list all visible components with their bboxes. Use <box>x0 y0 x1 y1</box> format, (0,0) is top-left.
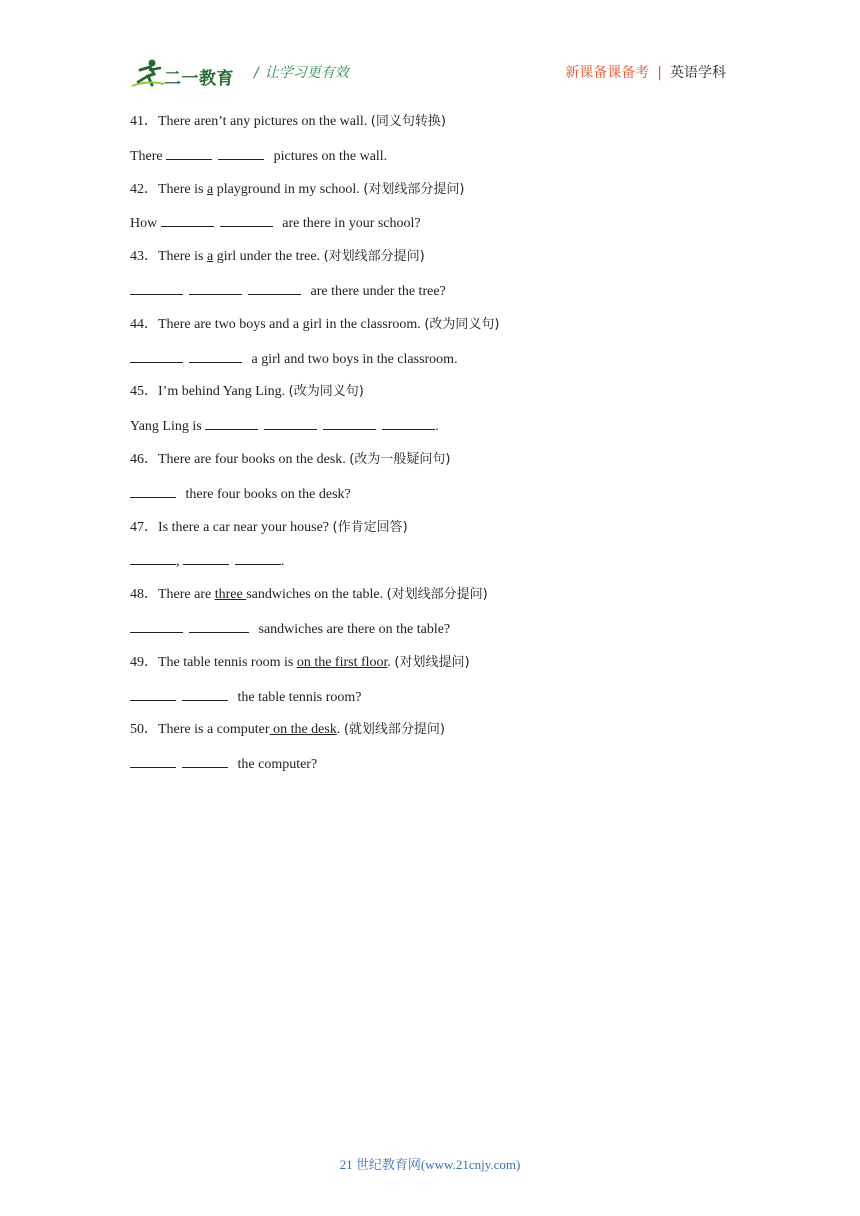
answer-blank[interactable] <box>130 753 176 768</box>
question-number: 43． <box>130 249 158 265</box>
answer-blank[interactable] <box>205 415 258 430</box>
question-instruction: (对划线部分提问) <box>363 181 465 197</box>
page-header <box>130 54 726 90</box>
answer-blank[interactable] <box>323 415 376 430</box>
brand-block <box>565 62 726 82</box>
answer-prefix: There <box>130 148 167 164</box>
answer-suffix: are there under the tree? <box>307 283 446 299</box>
answer-blank[interactable] <box>189 618 249 633</box>
question-instruction: (同义句转换) <box>370 114 446 129</box>
question-instruction: (作肯定回答) <box>332 519 408 535</box>
answer-43 <box>130 280 730 314</box>
answer-suffix: the table tennis room? <box>234 689 362 705</box>
question-list <box>130 111 730 787</box>
slogan <box>254 62 349 82</box>
runner-logo-icon <box>130 58 166 88</box>
answer-suffix: there four books on the desk? <box>182 486 351 502</box>
brand-course: 新课备课备考 <box>565 65 650 81</box>
answer-blank[interactable] <box>235 550 281 565</box>
question-instruction: (对划线部分提问) <box>323 249 425 265</box>
question-number: 47． <box>130 519 158 535</box>
question-44 <box>130 314 730 348</box>
question-number: 48． <box>130 587 158 603</box>
question-instruction: (对划线部分提问) <box>386 587 488 603</box>
question-text: There is <box>158 181 207 197</box>
answer-blank[interactable] <box>130 280 183 295</box>
answer-blank[interactable] <box>189 280 242 295</box>
question-text: There are two boys and a girl in the classroom. <box>158 316 425 332</box>
underlined-text: on the first floor <box>296 654 388 670</box>
slash-divider-icon: / <box>254 65 259 81</box>
question-text: Is there a car near your house? <box>158 519 333 535</box>
answer-suffix: a girl and two boys in the classroom. <box>248 351 458 367</box>
answer-50 <box>130 753 730 787</box>
question-instruction: (改为同义句) <box>288 384 364 400</box>
question-43 <box>130 246 730 280</box>
question-41 <box>130 111 730 145</box>
slogan-text: 让学习更有效 <box>264 65 349 81</box>
question-text: There is a computer <box>158 722 270 738</box>
logo <box>130 58 242 88</box>
answer-blank[interactable] <box>382 415 435 430</box>
question-text: There aren’t any pictures on the wall. <box>158 114 371 129</box>
answer-blank[interactable] <box>248 280 301 295</box>
answer-blank[interactable] <box>161 212 214 227</box>
question-text: There are <box>158 587 215 603</box>
question-number: 44． <box>130 316 158 332</box>
answer-blank[interactable] <box>166 145 212 160</box>
answer-44 <box>130 348 730 382</box>
question-text: . <box>336 722 344 738</box>
question-text: . <box>387 654 395 670</box>
question-49 <box>130 652 730 686</box>
question-text: girl under the tree. <box>213 249 324 265</box>
answer-blank[interactable] <box>130 550 176 565</box>
brand-subject: 英语学科 <box>670 65 726 81</box>
question-instruction: (改为一般疑问句) <box>349 451 451 467</box>
question-instruction: (改为同义句) <box>424 316 500 332</box>
brand-separator: | <box>657 65 662 81</box>
question-number: 50． <box>130 722 158 738</box>
question-text: The table tennis room is <box>158 654 297 670</box>
logo-text: 二一教育 <box>164 69 234 89</box>
answer-blank[interactable] <box>182 753 228 768</box>
underlined-text: on the desk <box>269 722 337 738</box>
question-number: 41． <box>130 114 158 129</box>
question-number: 42． <box>130 181 158 197</box>
question-45 <box>130 381 730 415</box>
answer-45 <box>130 415 730 449</box>
answer-blank[interactable] <box>130 686 176 701</box>
answer-blank[interactable] <box>130 618 183 633</box>
answer-blank[interactable] <box>264 415 317 430</box>
answer-prefix: How <box>130 216 161 232</box>
answer-blank[interactable] <box>182 686 228 701</box>
answer-blank[interactable] <box>220 212 273 227</box>
question-number: 49． <box>130 654 158 670</box>
question-text: There are four books on the desk. <box>158 451 350 467</box>
answer-47 <box>130 550 730 584</box>
answer-41 <box>130 145 730 179</box>
answer-suffix: . <box>281 554 285 570</box>
question-instruction: (对划线提问) <box>394 654 470 670</box>
answer-blank[interactable] <box>130 348 183 363</box>
question-text: sandwiches on the table. <box>246 587 387 603</box>
footer-link[interactable]: 21 世纪教育网(www.21cnjy.com) <box>339 1157 521 1172</box>
answer-42 <box>130 212 730 246</box>
answer-suffix: . <box>435 419 439 435</box>
answer-48 <box>130 618 730 652</box>
answer-comma: , <box>176 554 180 570</box>
answer-blank[interactable] <box>189 348 242 363</box>
question-47 <box>130 517 730 551</box>
question-text: I’m behind Yang Ling. <box>158 384 289 400</box>
answer-blank[interactable] <box>183 550 229 565</box>
underlined-text: a <box>206 249 214 265</box>
answer-suffix: the computer? <box>234 757 318 773</box>
question-48 <box>130 584 730 618</box>
question-text: There is <box>158 249 207 265</box>
answer-suffix: sandwiches are there on the table? <box>255 621 451 637</box>
answer-blank[interactable] <box>218 145 264 160</box>
answer-suffix: are there in your school? <box>278 216 421 232</box>
answer-blank[interactable] <box>130 483 176 498</box>
question-text: playground in my school. <box>213 181 364 197</box>
question-42 <box>130 179 730 213</box>
question-50 <box>130 719 730 753</box>
question-number: 45． <box>130 384 158 400</box>
underlined-text: three <box>214 587 247 603</box>
answer-prefix: Yang Ling is <box>130 419 206 435</box>
question-instruction: (就划线部分提问) <box>343 722 445 738</box>
answer-suffix: pictures on the wall. <box>270 148 388 164</box>
answer-49 <box>130 686 730 720</box>
page-footer <box>0 1154 860 1173</box>
underlined-text: a <box>206 181 214 197</box>
question-number: 46． <box>130 451 158 467</box>
question-46 <box>130 449 730 483</box>
answer-46 <box>130 483 730 517</box>
